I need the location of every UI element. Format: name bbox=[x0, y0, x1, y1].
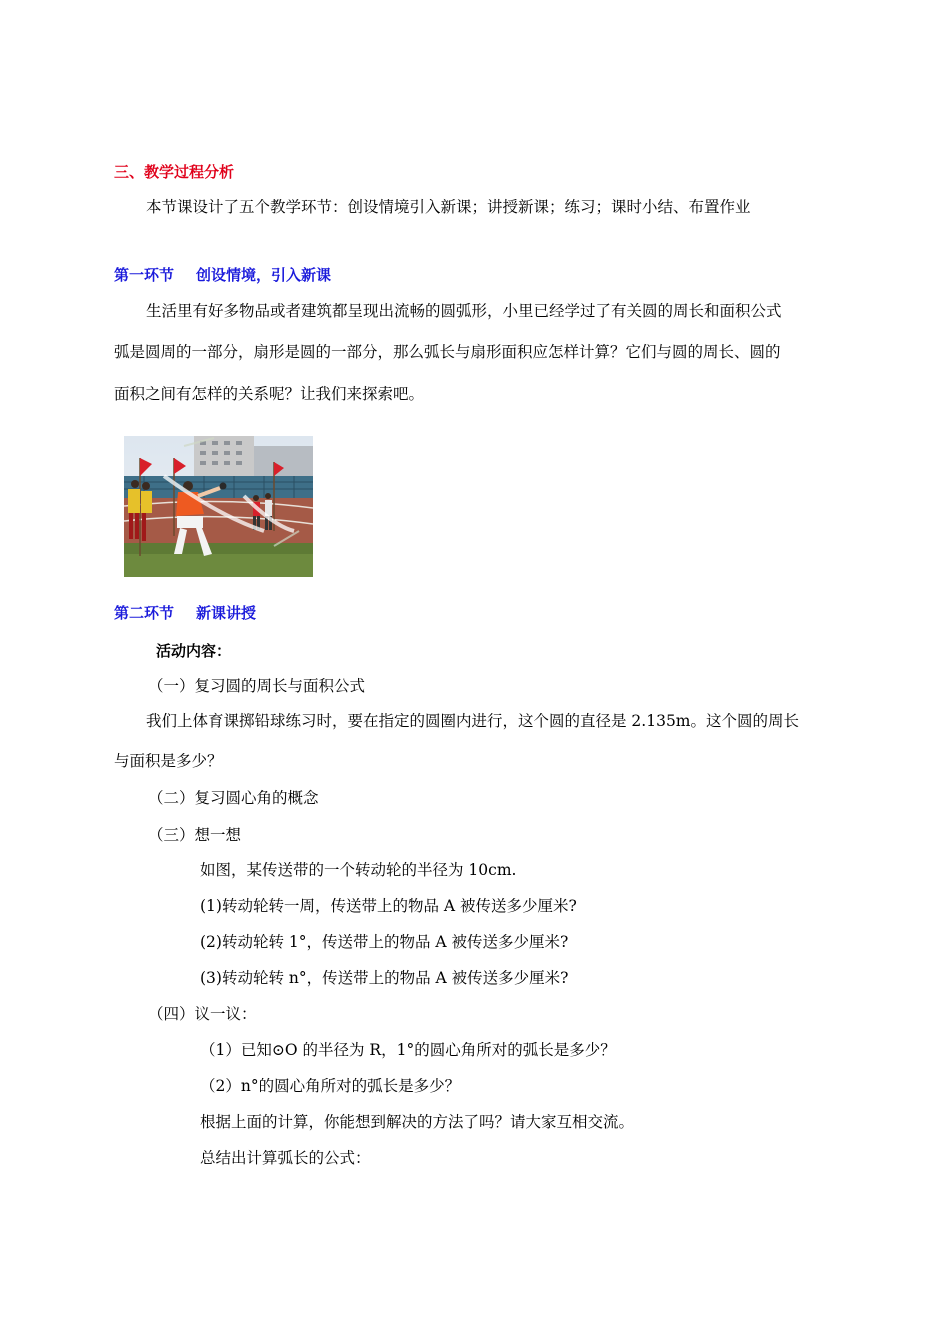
part3-question: (2)转动轮转 1°，传送带上的物品 A 被传送多少厘米? bbox=[200, 933, 569, 951]
part4-question: （1）已知⊙O 的半径为 R，1°的圆心角所对的弧长是多少？ bbox=[200, 1041, 616, 1059]
part3-question: (3)转动轮转 n°，传送带上的物品 A 被传送多少厘米? bbox=[200, 969, 569, 987]
section-intro: 本节课设计了五个教学环节：创设情境引入新课；讲授新课；练习；课时小结、布置作业 bbox=[146, 198, 751, 216]
step2-heading bbox=[114, 603, 256, 623]
part4-discussion: 根据上面的计算，你能想到解决的方法了吗？请大家互相交流。 bbox=[200, 1113, 635, 1131]
step1-para-line: 生活里有好多物品或者建筑都呈现出流畅的圆弧形，小里已经学过了有关圆的周长和面积公式 bbox=[146, 302, 782, 320]
step2-label: 第二环节 bbox=[114, 604, 175, 622]
step1-para-line: 弧是圆周的一部分，扇形是圆的一部分，那么弧长与扇形面积应怎样计算？它们与圆的周长、圆的 bbox=[114, 343, 781, 361]
part1-title: （一）复习圆的周长与面积公式 bbox=[148, 677, 366, 695]
part3-question: (1)转动轮转一周，传送带上的物品 A 被传送多少厘米? bbox=[200, 897, 577, 915]
section-heading: 三、教学过程分析 bbox=[114, 163, 235, 181]
part3-title: （三）想一想 bbox=[148, 826, 242, 844]
step1-title: 创设情境，引入新课 bbox=[196, 266, 332, 284]
activity-label: 活动内容： bbox=[156, 642, 232, 660]
step2-title: 新课讲授 bbox=[196, 604, 257, 622]
part1-para-line: 我们上体育课掷铅球练习时，要在指定的圆圈内进行，这个圆的直径是 2.135m。这个圆的周长 bbox=[146, 712, 800, 730]
step1-heading bbox=[114, 265, 331, 285]
part4-title: （四）议一议： bbox=[148, 1005, 257, 1023]
part4-question: （2）n°的圆心角所对的弧长是多少？ bbox=[200, 1077, 461, 1095]
step1-label: 第一环节 bbox=[114, 266, 175, 284]
shot-put-photo bbox=[124, 436, 313, 577]
part1-para-line: 与面积是多少？ bbox=[114, 752, 223, 770]
part3-intro: 如图，某传送带的一个转动轮的半径为 10cm. bbox=[200, 861, 517, 879]
part2-title: （二）复习圆心角的概念 bbox=[148, 789, 319, 807]
part4-summary: 总结出计算弧长的公式： bbox=[200, 1149, 371, 1167]
step1-para-line: 面积之间有怎样的关系呢？让我们来探索吧。 bbox=[114, 385, 425, 403]
